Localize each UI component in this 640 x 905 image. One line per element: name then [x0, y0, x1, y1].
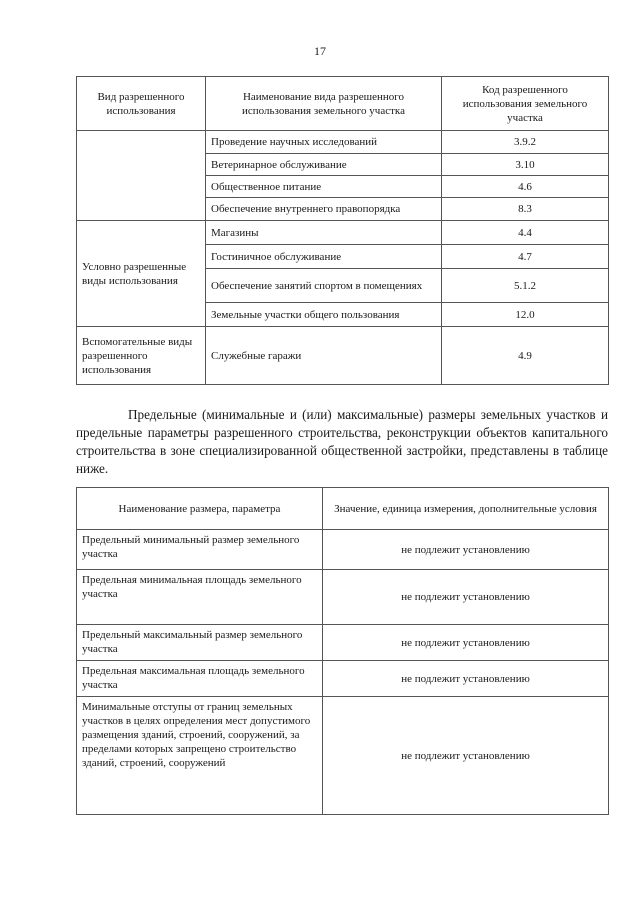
use-code: 4.7: [442, 245, 609, 269]
header-value: Значение, единица измерения, дополнительные условия: [323, 488, 609, 530]
use-name: Обеспечение занятий спортом в помещениях: [206, 269, 442, 303]
use-code: 12.0: [442, 303, 609, 327]
table-row: [77, 661, 609, 697]
use-name: Ветеринарное обслуживание: [206, 154, 442, 176]
table-row: [77, 625, 609, 661]
use-name: Общественное питание: [206, 176, 442, 198]
use-name: Земельные участки общего пользования: [206, 303, 442, 327]
param-value: не подлежит установлению: [323, 530, 609, 570]
use-code: 3.10: [442, 154, 609, 176]
use-code: 5.1.2: [442, 269, 609, 303]
param-name: Предельный максимальный размер земельного участка: [77, 625, 323, 661]
param-value: не подлежит установлению: [323, 697, 609, 815]
header-name: Наименование вида разрешенного использования земельного участка: [206, 77, 442, 131]
table-row: [77, 530, 609, 570]
use-name: Обеспечение внутреннего правопорядка: [206, 198, 442, 221]
table-row: [77, 131, 609, 154]
use-code: 8.3: [442, 198, 609, 221]
permitted-use-table: [76, 76, 609, 385]
table-header-row: [77, 488, 609, 530]
group-cell-empty: [77, 131, 206, 221]
param-value: не подлежит установлению: [323, 661, 609, 697]
table-row: [77, 570, 609, 625]
table-row: [77, 697, 609, 815]
header-param: Наименование размера, параметра: [77, 488, 323, 530]
param-name: Минимальные отступы от границ земельных участков в целях определения мест допустимого размещения зданий, строений, сооружений, за пределами которых запрещено строительство зданий, строений, сооружений: [77, 697, 323, 815]
param-value: не подлежит установлению: [323, 625, 609, 661]
use-name: Магазины: [206, 221, 442, 245]
table-row: [77, 221, 609, 245]
table-row: [77, 327, 609, 385]
param-name: Предельный минимальный размер земельного участка: [77, 530, 323, 570]
param-name: Предельная минимальная площадь земельного участка: [77, 570, 323, 625]
use-code: 4.6: [442, 176, 609, 198]
use-name: Проведение научных исследований: [206, 131, 442, 154]
header-kind: Вид разрешенного использования: [77, 77, 206, 131]
use-name: Гостиничное обслуживание: [206, 245, 442, 269]
use-name: Служебные гаражи: [206, 327, 442, 385]
group-auxiliary: Вспомогательные виды разрешенного использования: [77, 327, 206, 385]
param-name: Предельная максимальная площадь земельного участка: [77, 661, 323, 697]
page-number: 17: [314, 44, 326, 58]
table-header-row: [77, 77, 609, 131]
group-conditional: Условно разрешенные виды использования: [77, 221, 206, 327]
body-paragraph: Предельные (минимальные и (или) максимальные) размеры земельных участков и предельные параметры разрешенного строительства, реконструкции объектов капитального строительства в зоне специализированной общественной застройки, представлены в таблице ниже.: [76, 407, 608, 476]
parameters-table: [76, 487, 609, 815]
use-code: 4.9: [442, 327, 609, 385]
param-value: не подлежит установлению: [323, 570, 609, 625]
use-code: 4.4: [442, 221, 609, 245]
use-code: 3.9.2: [442, 131, 609, 154]
header-code: Код разрешенного использования земельного участка: [442, 77, 609, 131]
